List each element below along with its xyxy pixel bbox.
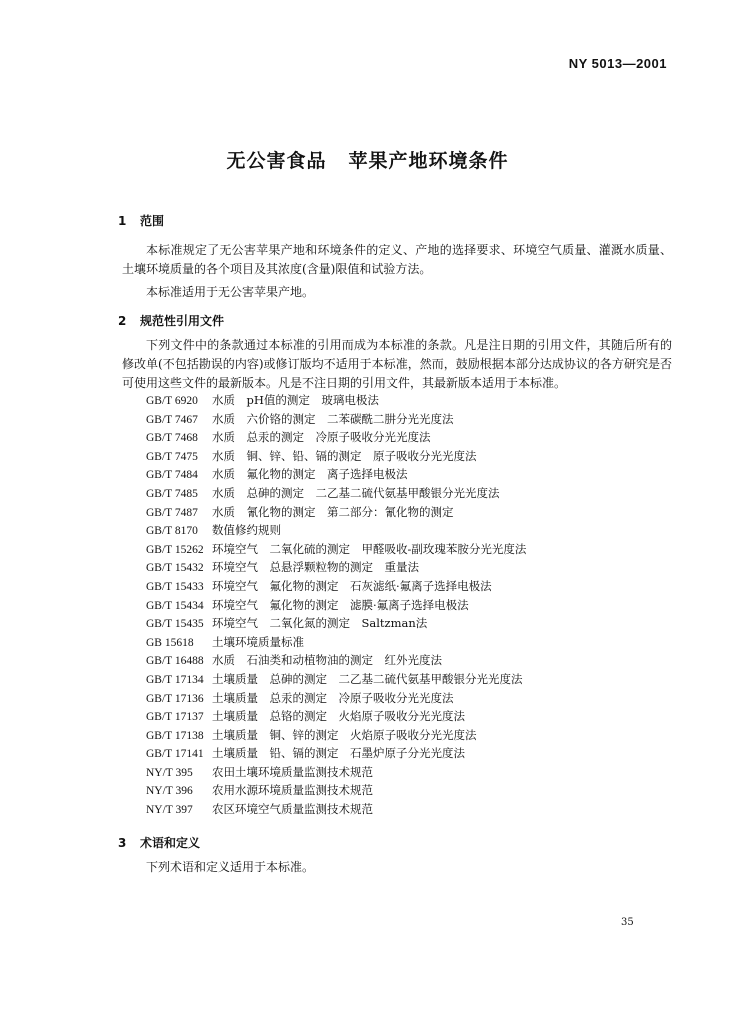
reference-title: 农用水源环境质量监测技术规范 [212,783,373,798]
section-1-paragraph-1: 本标准规定了无公害苹果产地和环境条件的定义、产地的选择要求、环境空气质量、灌溉水质量、土壤环境质量的各个项目及其浓度(含量)限值和试验方法。 [122,243,672,276]
reference-code: GB/T 15434 [146,599,204,612]
reference-item [146,447,526,466]
reference-item [146,521,526,540]
reference-title: 数值修约规则 [212,523,281,538]
section-number: 2 [118,314,127,328]
section-number: 3 [118,836,127,850]
section-2-paragraph: 下列文件中的条款通过本标准的引用而成为本标准的条款。凡是注日期的引用文件，其随后所有的修改单(不包括勘误的内容)或修订版均不适用于本标准，然而，鼓励根据本部分达成协议的各方研究是否可使用这些文件的最新版本。凡是不注日期的引用文件，其最新版本适用于本标准。 [122,338,672,390]
reference-title: 水质 石油类和动植物油的测定 红外光度法 [212,653,442,668]
reference-item [146,391,526,410]
section-number: 1 [118,214,127,228]
reference-code: GB/T 17137 [146,711,204,724]
reference-title: 环境空气 氟化物的测定 石灰滤纸·氟离子选择电极法 [212,578,492,593]
title-part-2: 苹果产地环境条件 [348,150,509,172]
reference-item [146,707,526,726]
reference-code: GB/T 7484 [146,469,198,482]
reference-item [146,503,526,522]
reference-code: GB 15618 [146,636,194,649]
reference-code: NY/T 397 [146,804,193,817]
reference-item [146,484,526,503]
reference-item [146,726,526,745]
reference-item [146,558,526,577]
reference-code: GB/T 7487 [146,506,198,519]
reference-code: GB/T 15435 [146,618,204,631]
reference-item [146,670,526,689]
title-part-1: 无公害食品 [226,150,327,172]
reference-title: 水质 总汞的测定 冷原子吸收分光光度法 [212,430,431,445]
reference-code: GB/T 17138 [146,729,204,742]
reference-title: 水质 氰化物的测定 第二部分：氰化物的测定 [212,504,454,519]
reference-title: 环境空气 氟化物的测定 滤膜·氟离子选择电极法 [212,597,469,612]
reference-item [146,781,526,800]
reference-code: GB/T 17141 [146,748,204,761]
reference-code: GB/T 7467 [146,413,198,426]
normative-references-list [146,391,526,819]
reference-title: 土壤质量 总汞的测定 冷原子吸收分光光度法 [212,690,454,705]
reference-code: GB/T 7475 [146,450,198,463]
reference-title: 环境空气 二氧化硫的测定 甲醛吸收-副玫瑰苯胺分光光度法 [212,541,527,556]
reference-code: GB/T 15432 [146,562,204,575]
reference-title: 土壤环境质量标准 [212,634,304,649]
reference-title: 土壤质量 铅、镉的测定 石墨炉原子分光光度法 [212,746,465,761]
reference-code: GB/T 7468 [146,432,198,445]
reference-title: 农田土壤环境质量监测技术规范 [212,764,373,779]
reference-code: GB/T 15433 [146,580,204,593]
reference-item [146,577,526,596]
reference-title: 农区环境空气质量监测技术规范 [212,802,373,817]
section-1-heading [118,212,164,229]
reference-code: GB/T 15262 [146,543,204,556]
reference-item [146,763,526,782]
reference-item [146,410,526,429]
reference-title: 水质 氟化物的测定 离子选择电极法 [212,467,408,482]
section-title: 规范性引用文件 [140,314,225,328]
reference-code: GB/T 17136 [146,692,204,705]
standard-code: NY 5013—2001 [568,56,667,71]
page-number: 35 [621,917,634,928]
reference-item [146,633,526,652]
section-3-heading [118,834,200,851]
section-title: 术语和定义 [140,836,201,850]
reference-item [146,744,526,763]
reference-item [146,800,526,819]
reference-code: GB/T 6920 [146,395,198,407]
reference-code: GB/T 16488 [146,655,204,668]
reference-item [146,465,526,484]
reference-title: 土壤质量 总砷的测定 二乙基二硫代氨基甲酸银分光光度法 [212,671,523,686]
reference-title: 土壤质量 铜、锌的测定 火焰原子吸收分光光度法 [212,727,477,742]
reference-item [146,689,526,708]
section-3-paragraph: 下列术语和定义适用于本标准。 [146,860,315,874]
section-title: 范围 [140,214,165,228]
reference-item [146,540,526,559]
reference-item [146,651,526,670]
reference-title: 水质 铜、锌、铅、镉的测定 原子吸收分光光度法 [212,448,477,463]
reference-title: 环境空气 总悬浮颗粒物的测定 重量法 [212,560,419,575]
document-title [0,146,735,173]
reference-code: GB/T 17134 [146,673,204,686]
reference-code: NY/T 395 [146,766,193,779]
reference-title: 水质 六价铬的测定 二苯碳酰二肼分光光度法 [212,411,454,426]
reference-code: NY/T 396 [146,785,193,798]
reference-code: GB/T 7485 [146,487,198,500]
reference-title: 土壤质量 总铬的测定 火焰原子吸收分光光度法 [212,709,465,724]
reference-title: 水质 总砷的测定 二乙基二硫代氨基甲酸银分光光度法 [212,485,500,500]
reference-title: 水质 pH值的测定 玻璃电极法 [212,393,379,407]
reference-item [146,428,526,447]
reference-title: 环境空气 二氧化氮的测定 Saltzman法 [212,616,428,631]
section-1-paragraph-2: 本标准适用于无公害苹果产地。 [146,285,315,299]
reference-item [146,596,526,615]
reference-code: GB/T 8170 [146,525,198,538]
reference-item [146,614,526,633]
section-2-heading [118,312,224,329]
